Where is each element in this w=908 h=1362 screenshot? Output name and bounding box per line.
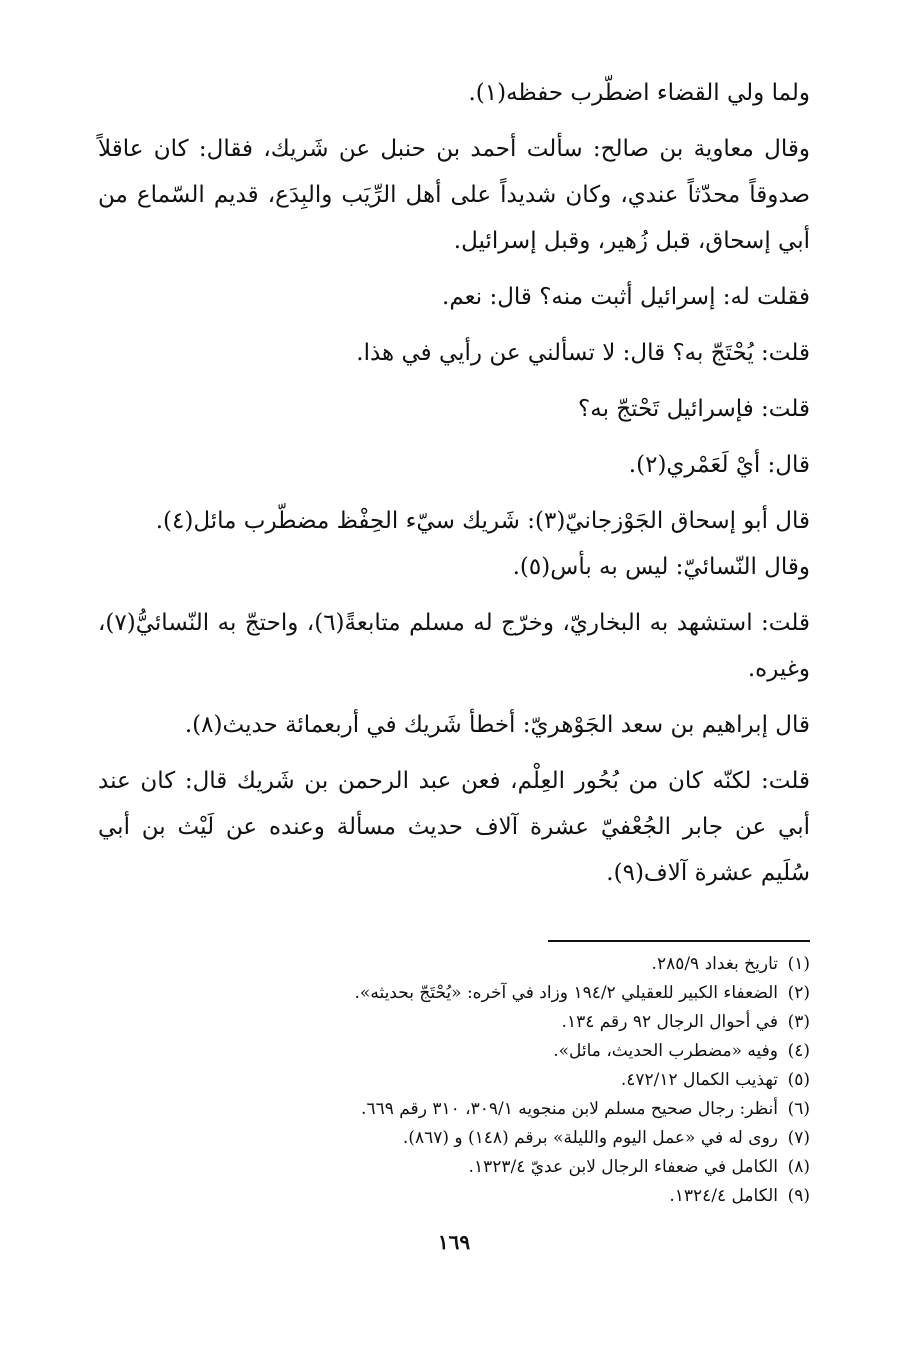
footnote-number: (٨) <box>787 1157 810 1177</box>
footnote-text: الكامل ١٣٢٤/٤. <box>669 1186 778 1206</box>
footnote-number: (٥) <box>787 1070 810 1090</box>
footnote-number: (١) <box>787 954 810 974</box>
footnote-text: الكامل في ضعفاء الرجال لابن عديّ ١٣٢٣/٤. <box>468 1157 778 1177</box>
paragraph: فقلت له: إسرائيل أثبت منه؟ قال: نعم. <box>442 284 810 310</box>
footnote-number: (٢) <box>787 983 810 1003</box>
footnote-text: في أحوال الرجال ٩٢ رقم ١٣٤. <box>561 1012 778 1032</box>
footnote-text: وفيه «مضطرب الحديث، مائل». <box>553 1041 778 1061</box>
paragraph: قال أبو إسحاق الجَوْزجانيّ(٣): شَريك سيّء الحِفْظ مضطّرب مائل(٤). <box>155 508 810 534</box>
paragraph: قلت: استشهد به البخاريّ، وخرّج له مسلم متابعةً(٦)، واحتجّ به النّسائيُّ(٧)، وغيره. <box>98 610 810 682</box>
paragraph: وقال النّسائيّ: ليس به بأس(٥). <box>512 554 810 580</box>
paragraph: قال إبراهيم بن سعد الجَوْهريّ: أخطأ شَريك في أربعمائة حديث(٨). <box>184 712 810 738</box>
footnote <box>98 1124 810 1153</box>
footnote <box>98 979 810 1008</box>
footnote-number: (٩) <box>787 1186 810 1206</box>
footnote <box>98 1066 810 1095</box>
footnote-text: أنظر: رجال صحيح مسلم لابن منجويه ٣٠٩/١، ٣١٠ رقم ٦٦٩. <box>361 1099 778 1119</box>
footnote-divider <box>548 940 810 942</box>
footnote <box>98 1095 810 1124</box>
footnote <box>98 1153 810 1182</box>
footnote-text: الضعفاء الكبير للعقيلي ١٩٤/٢ وزاد في آخره: «يُحْتَجّ بحديثه». <box>354 983 778 1003</box>
footnote-number: (٣) <box>787 1012 810 1032</box>
footnotes <box>98 950 810 1211</box>
paragraph: ولما ولي القضاء اضطّرب حفظه(١). <box>468 80 810 106</box>
paragraph: قلت: لكنّه كان من بُحُور العِلْم، فعن عبد الرحمن بن شَريك قال: كان عند أبي عن جابر الجُعْفيّ عشرة آلاف حديث مسألة وعنده عن لَيْث بن أبي سُلَيم عشرة آلاف(٩). <box>98 768 810 886</box>
paragraph: قلت: فإسرائيل تَحْتجّ به؟ <box>578 396 810 422</box>
footnote-number: (٤) <box>787 1041 810 1061</box>
footnote <box>98 1182 810 1211</box>
paragraph: قال: أيْ لَعَمْري(٢). <box>628 452 810 478</box>
paragraph: وقال معاوية بن صالح: سألت أحمد بن حنبل عن شَريك، فقال: كان عاقلاً صدوقاً محدّثاً عندي، وكان شديداً على أهل الرِّيَب والبِدَع، قديم السّماع من أبي إسحاق، قبل زُهير، وقبل إسرائيل. <box>98 136 810 254</box>
footnote-text: تهذيب الكمال ٤٧٢/١٢. <box>620 1070 778 1090</box>
footnote-number: (٦) <box>787 1099 810 1119</box>
paragraph: قلت: يُحْتَجّ به؟ قال: لا تسألني عن رأيي في هذا. <box>356 340 810 366</box>
main-text <box>98 70 810 896</box>
footnote <box>98 1037 810 1066</box>
footnote <box>98 1008 810 1037</box>
footnote-number: (٧) <box>787 1128 810 1148</box>
footnote-text: روى له في «عمل اليوم والليلة» برقم (١٤٨) و (٨٦٧). <box>402 1128 778 1148</box>
footnote <box>98 950 810 979</box>
footnote-text: تاريخ بغداد ٢٨٥/٩. <box>651 954 778 974</box>
page-number: ١٦٩ <box>437 1230 471 1254</box>
